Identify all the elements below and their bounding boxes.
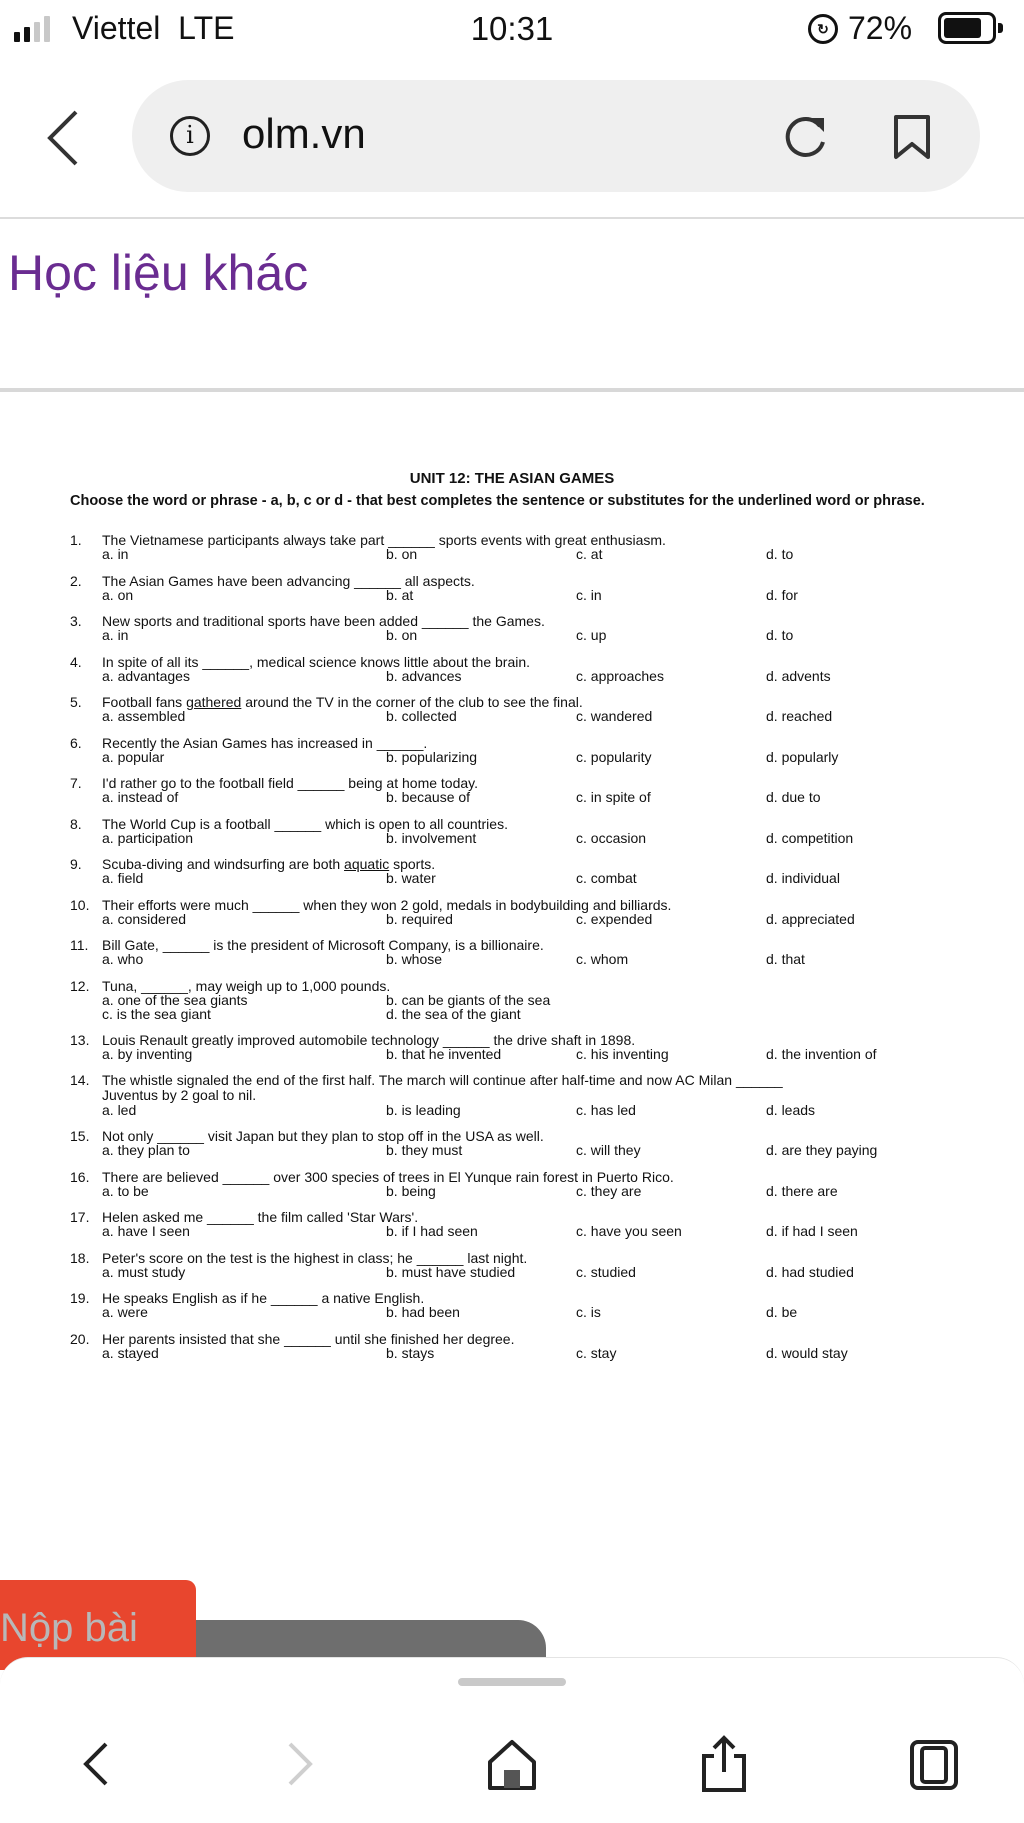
option-c: c. they are: [576, 1182, 642, 1199]
option-d: d. to: [766, 546, 794, 562]
carrier-label: Viettel LTE: [72, 10, 235, 46]
question-number: 18.: [70, 1249, 90, 1266]
share-icon[interactable]: [694, 1734, 754, 1794]
question-text: I'd rather go to the football field ______ being at home today.: [102, 775, 479, 791]
question-number: 13.: [70, 1031, 90, 1048]
back-chevron-icon[interactable]: [44, 108, 82, 168]
question-text: The Asian Games have been advancing ______ all aspects.: [102, 572, 475, 589]
question-number: 6.: [70, 734, 82, 751]
question-number: 14.: [70, 1072, 90, 1088]
question-number: 4.: [70, 653, 82, 670]
question-number: 8.: [70, 815, 82, 832]
option-a: a. field: [102, 870, 144, 886]
option-d: d. there are: [766, 1182, 838, 1199]
divider: [0, 217, 1024, 219]
url-bar[interactable]: [132, 80, 980, 192]
option-d: d. appreciated: [766, 910, 855, 927]
option-b: b. had been: [386, 1304, 460, 1320]
option-a: a. have I seen: [102, 1223, 190, 1239]
option-d: d. for: [766, 586, 798, 603]
option-c: c. in: [576, 586, 602, 603]
option-c: c. studied: [576, 1263, 636, 1280]
option-d: d. would stay: [766, 1344, 848, 1361]
forward-icon[interactable]: [270, 1734, 330, 1794]
question-number: 20.: [70, 1330, 90, 1347]
option-d: d. are they paying: [766, 1142, 878, 1158]
clock: 10:31: [470, 10, 554, 47]
url-text[interactable]: olm.vn: [242, 110, 366, 157]
option-a: a. assembled: [102, 708, 186, 724]
question-number: 2.: [70, 572, 82, 589]
question-text: Recently the Asian Games has increased in ______.: [102, 734, 428, 751]
option-b: b. they must: [386, 1142, 463, 1158]
question-number: 19.: [70, 1290, 90, 1306]
option-c: c. will they: [576, 1142, 641, 1158]
question-text: Louis Renault greatly improved automobile technology ______ the drive shaft in 1898.: [102, 1031, 636, 1048]
option-b: b. whose: [386, 951, 443, 967]
option-d: d. popularly: [766, 748, 839, 765]
option-c: c. is: [576, 1304, 601, 1320]
question-number: 16.: [70, 1168, 90, 1185]
option-c: c. at: [576, 546, 603, 562]
option-b: b. required: [386, 910, 453, 927]
option-d: d. competition: [766, 829, 854, 846]
option-c: c. has led: [576, 1102, 636, 1118]
question-text: Her parents insisted that she ______ until she finished her degree.: [102, 1330, 515, 1347]
option-b: b. collected: [386, 708, 457, 724]
option-b: b. must have studied: [386, 1263, 516, 1280]
option-a: a. on: [102, 586, 134, 603]
option-a: a. in: [102, 546, 129, 562]
drag-handle[interactable]: [458, 1678, 566, 1686]
option-a: a. who: [102, 951, 144, 967]
option-c: c. have you seen: [576, 1223, 682, 1239]
question-text: Football fans gathered around the TV in the corner of the club to see the final.: [102, 694, 583, 710]
option-b: b. can be giants of the sea: [386, 991, 551, 1008]
option-b: b. advances: [386, 667, 462, 684]
option-d: d. leads: [766, 1102, 816, 1118]
option-d: d. the invention of: [766, 1045, 877, 1062]
option-b: b. that he invented: [386, 1045, 502, 1062]
option-b: b. if I had seen: [386, 1223, 478, 1239]
question-number: 1.: [70, 532, 82, 548]
question-text: Not only ______ visit Japan but they plan to stop off in the USA as well.: [102, 1128, 544, 1144]
option-c: c. expended: [576, 910, 653, 927]
question-number: 12.: [70, 977, 90, 994]
question-text: There are believed ______ over 300 species of trees in El Yunque rain forest in Puerto Rico.: [102, 1168, 674, 1185]
option-d: d. to: [766, 627, 794, 643]
option-a: a. by inventing: [102, 1045, 193, 1062]
option-d: d. advents: [766, 667, 831, 684]
option-b: b. being: [386, 1182, 436, 1199]
option-b: b. is leading: [386, 1102, 461, 1118]
option-a: a. one of the sea giants: [102, 991, 248, 1008]
question-text-continued: Juventus by 2 goal to nil.: [102, 1087, 257, 1103]
option-d: d. had studied: [766, 1263, 854, 1280]
option-d: d. be: [766, 1304, 798, 1320]
option-a: a. instead of: [102, 789, 179, 805]
option-c: c. combat: [576, 870, 637, 886]
battery-percent: 72%: [848, 10, 913, 46]
info-icon[interactable]: i: [170, 116, 210, 156]
option-a: a. were: [102, 1304, 148, 1320]
question-number: 5.: [70, 694, 82, 710]
option-b: b. on: [386, 546, 418, 562]
browser-toolbar: [0, 1657, 1024, 1823]
question-number: 17.: [70, 1209, 90, 1225]
option-c: c. occasion: [576, 829, 647, 846]
question-text: Their efforts were much ______ when they won 2 gold, medals in bodybuilding and billiards.: [102, 896, 672, 913]
option-c: c. is the sea giant: [102, 1005, 211, 1022]
question-text: Bill Gate, ______ is the president of Microsoft Company, is a billionaire.: [102, 937, 544, 953]
question-text: The whistle signaled the end of the first half. The march will continue after half-time and now AC Milan ______: [102, 1072, 783, 1088]
question-text: Helen asked me ______ the film called 'Star Wars'.: [102, 1209, 419, 1225]
option-b: b. involvement: [386, 829, 477, 846]
option-d: d. reached: [766, 708, 833, 724]
option-a: a. led: [102, 1102, 137, 1118]
option-b: b. on: [386, 627, 418, 643]
option-d: d. individual: [766, 870, 840, 886]
home-icon[interactable]: [482, 1734, 542, 1794]
option-c: c. popularity: [576, 748, 652, 765]
option-d: d. if had I seen: [766, 1223, 858, 1239]
option-b: b. stays: [386, 1344, 435, 1361]
option-d: d. due to: [766, 789, 821, 805]
question-text: The Vietnamese participants always take part ______ sports events with great enthusiasm.: [102, 532, 666, 548]
option-a: a. advantages: [102, 667, 190, 684]
option-a: a. considered: [102, 910, 187, 927]
bookmark-icon[interactable]: [892, 114, 932, 160]
question-number: 3.: [70, 613, 82, 629]
page-title: Học liệu khác: [8, 245, 309, 301]
option-a: a. to be: [102, 1182, 149, 1199]
worksheet-instruction: Choose the word or phrase - a, b, c or d - that best completes the sentence or substitutes for the underlined word or phrase.: [70, 493, 925, 509]
option-a: a. popular: [102, 748, 165, 765]
question-number: 9.: [70, 856, 82, 872]
option-a: a. must study: [102, 1263, 186, 1280]
question-text: Peter's score on the test is the highest in class; he ______ last night.: [102, 1249, 528, 1266]
battery-icon: [938, 12, 996, 44]
option-c: c. stay: [576, 1344, 617, 1361]
question-number: 15.: [70, 1128, 90, 1144]
option-b: b. because of: [386, 789, 471, 805]
reload-icon[interactable]: [780, 112, 830, 162]
option-a: a. participation: [102, 829, 194, 846]
option-d: d. that: [766, 951, 805, 967]
option-b: b. popularizing: [386, 748, 478, 765]
question-number: 11.: [70, 937, 89, 953]
question-text: New sports and traditional sports have been added ______ the Games.: [102, 613, 545, 629]
question-text: The World Cup is a football ______ which is open to all countries.: [102, 815, 508, 832]
question-number: 10.: [70, 896, 90, 913]
option-a: a. in: [102, 627, 129, 643]
option-b: b. water: [386, 870, 436, 886]
option-a: a. stayed: [102, 1344, 159, 1361]
underlined-word: gathered: [186, 694, 242, 710]
back-icon[interactable]: [66, 1734, 126, 1794]
option-c: c. approaches: [576, 667, 664, 684]
question-text: In spite of all its ______, medical science knows little about the brain.: [102, 653, 531, 670]
submit-label: Nộp bài: [0, 1606, 138, 1650]
rotation-lock-icon: ↻: [808, 14, 838, 44]
option-c: c. wandered: [576, 708, 653, 724]
tabs-icon[interactable]: [904, 1734, 964, 1794]
option-c: c. up: [576, 627, 607, 643]
underlined-word: aquatic: [344, 856, 390, 872]
divider: [0, 388, 1024, 392]
option-c: c. in spite of: [576, 789, 651, 805]
option-b: b. at: [386, 586, 414, 603]
question-text: Tuna, ______, may weigh up to 1,000 pounds.: [102, 977, 391, 994]
option-d: d. the sea of the giant: [386, 1005, 521, 1022]
status-bar: [0, 0, 1024, 58]
option-c: c. his inventing: [576, 1045, 669, 1062]
question-text: He speaks English as if he ______ a native English.: [102, 1290, 425, 1306]
worksheet-title: UNIT 12: THE ASIAN GAMES: [409, 470, 615, 487]
question-number: 7.: [70, 775, 82, 791]
option-a: a. they plan to: [102, 1142, 190, 1158]
question-text: Scuba-diving and windsurfing are both aquatic sports.: [102, 856, 436, 872]
option-c: c. whom: [576, 951, 629, 967]
